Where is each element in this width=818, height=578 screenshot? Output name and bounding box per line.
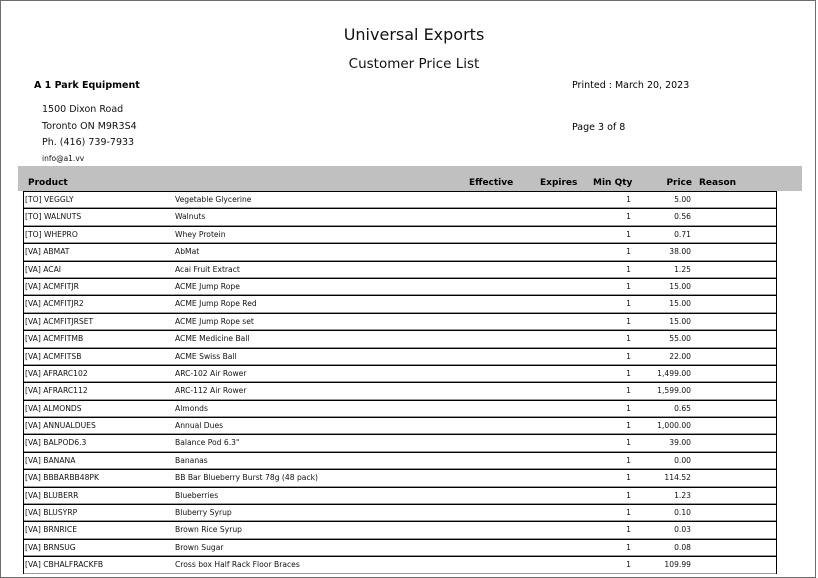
min-qty: 1 <box>626 264 631 274</box>
table-row <box>24 382 776 399</box>
product-description: Vegetable Glycerine <box>175 195 252 204</box>
table-row <box>24 504 776 521</box>
price: 22.00 <box>669 351 691 361</box>
table-row <box>24 469 776 486</box>
product-description: ACME Jump Rope set <box>175 316 254 326</box>
price: 0.71 <box>674 229 691 239</box>
report-subtitle: Customer Price List <box>348 56 480 72</box>
table-row <box>24 313 776 330</box>
min-qty: 1 <box>626 247 631 257</box>
table-row <box>24 434 776 451</box>
customer-address-line1: 1500 Dixon Road <box>42 104 124 115</box>
table-row <box>24 261 776 278</box>
table-row <box>24 278 776 295</box>
price: 0.56 <box>674 212 691 222</box>
price: 114.52 <box>664 473 691 483</box>
price: 0.10 <box>674 508 691 518</box>
min-qty: 1 <box>626 334 631 344</box>
column-header-product: Product <box>28 178 68 188</box>
min-qty: 1 <box>626 195 631 204</box>
price: 15.00 <box>669 281 691 291</box>
min-qty: 1 <box>626 473 631 483</box>
min-qty: 1 <box>626 421 631 431</box>
customer-address-line2: Toronto ON M9R3S4 <box>42 121 137 132</box>
product-description: Whey Protein <box>175 229 226 239</box>
customer-phone: Ph. (416) 739-7933 <box>42 137 135 148</box>
product-code: [TO] WHEPRO <box>25 229 78 239</box>
product-code: [VA] BALPOD6.3 <box>25 438 87 448</box>
product-code: [VA] BLUBERR <box>25 490 79 500</box>
price: 0.65 <box>674 403 691 413</box>
product-code: [VA] ACMFITSB <box>25 351 82 361</box>
product-description: Bananas <box>175 455 208 465</box>
min-qty: 1 <box>626 525 631 535</box>
price: 38.00 <box>669 247 691 257</box>
product-description: BB Bar Blueberry Burst 78g (48 pack) <box>175 473 318 483</box>
price: 1,000.00 <box>657 421 691 431</box>
min-qty: 1 <box>626 299 631 309</box>
price: 39.00 <box>669 438 691 448</box>
min-qty: 1 <box>626 560 631 570</box>
product-description: ACME Jump Rope <box>175 281 240 291</box>
product-code: [VA] ACMFITJRSET <box>25 316 94 326</box>
product-code: [VA] ABMAT <box>25 247 70 257</box>
product-description: ARC-102 Air Rower <box>175 368 247 378</box>
product-code: [VA] BBBARBB48PK <box>25 473 99 483</box>
product-code: [VA] BRNSUG <box>25 542 76 552</box>
price-table <box>23 191 777 574</box>
price: 1,499.00 <box>657 368 691 378</box>
min-qty: 1 <box>626 386 631 396</box>
price: 5.00 <box>674 195 691 204</box>
price: 15.00 <box>669 316 691 326</box>
price: 15.00 <box>669 299 691 309</box>
report-title: Universal Exports <box>343 25 485 44</box>
product-code: [VA] ACAI <box>25 264 62 274</box>
column-header-expires: Expires <box>540 178 578 188</box>
product-description: Brown Rice Syrup <box>175 525 242 535</box>
printed-date: Printed : March 20, 2023 <box>572 80 690 91</box>
price: 1.23 <box>674 490 691 500</box>
product-code: [VA] AFRARC102 <box>25 368 88 378</box>
product-description: Blueberries <box>175 490 219 500</box>
table-row <box>24 521 776 538</box>
min-qty: 1 <box>626 455 631 465</box>
customer-email: info@a1.vv <box>42 154 85 163</box>
product-description: Cross box Half Rack Floor Braces <box>175 560 300 570</box>
table-row <box>24 487 776 504</box>
price: 0.03 <box>674 525 691 535</box>
product-code: [TO] VEGGLY <box>25 195 74 204</box>
product-description: Walnuts <box>175 212 206 222</box>
min-qty: 1 <box>626 351 631 361</box>
price: 109.99 <box>664 560 691 570</box>
table-row <box>24 348 776 365</box>
table-header <box>18 166 802 191</box>
min-qty: 1 <box>626 438 631 448</box>
min-qty: 1 <box>626 542 631 552</box>
table-row <box>24 330 776 347</box>
product-description: Almonds <box>175 403 208 413</box>
product-description: Annual Dues <box>175 421 224 431</box>
product-description: Acai Fruit Extract <box>175 264 240 274</box>
table-row <box>24 295 776 312</box>
table-row <box>24 556 776 573</box>
product-description: AbMat <box>175 247 200 257</box>
table-row <box>24 539 776 556</box>
min-qty: 1 <box>626 229 631 239</box>
price: 0.00 <box>674 455 691 465</box>
product-code: [VA] BRNRICE <box>25 525 78 535</box>
product-description: ARC-112 Air Rower <box>175 386 247 396</box>
price: 1.25 <box>674 264 691 274</box>
column-header-reason: Reason <box>699 178 737 188</box>
table-row <box>24 365 776 382</box>
table-row <box>24 208 776 225</box>
min-qty: 1 <box>626 281 631 291</box>
table-row <box>24 400 776 417</box>
table-row <box>24 191 776 208</box>
product-description: Brown Sugar <box>175 542 224 552</box>
min-qty: 1 <box>626 368 631 378</box>
product-description: Balance Pod 6.3" <box>175 438 240 448</box>
product-code: [VA] BLUSYRP <box>25 508 78 518</box>
min-qty: 1 <box>626 508 631 518</box>
table-row <box>24 243 776 260</box>
table-row <box>24 226 776 243</box>
product-description: ACME Jump Rope Red <box>175 299 257 309</box>
product-description: ACME Swiss Ball <box>175 351 237 361</box>
table-row <box>24 417 776 434</box>
price: 1,599.00 <box>657 386 691 396</box>
product-code: [VA] ANNUALDUES <box>25 421 96 431</box>
customer-name: A 1 Park Equipment <box>34 80 140 91</box>
price: 55.00 <box>669 334 691 344</box>
column-header-price: Price <box>666 178 692 188</box>
product-code: [VA] AFRARC112 <box>25 386 88 396</box>
column-header-effective: Effective <box>469 178 514 188</box>
min-qty: 1 <box>626 403 631 413</box>
min-qty: 1 <box>626 490 631 500</box>
product-code: [VA] CBHALFRACKFB <box>25 560 104 570</box>
page-number: Page 3 of 8 <box>572 122 626 133</box>
column-header-min-qty: Min Qty <box>593 178 633 188</box>
product-code: [VA] ACMFITJR2 <box>25 299 84 309</box>
product-description: ACME Medicine Ball <box>175 334 250 344</box>
product-code: [TO] WALNUTS <box>25 212 82 222</box>
product-description: Bluberry Syrup <box>175 508 232 518</box>
product-code: [VA] ALMONDS <box>25 403 82 413</box>
product-code: [VA] ACMFITMB <box>25 334 84 344</box>
min-qty: 1 <box>626 316 631 326</box>
min-qty: 1 <box>626 212 631 222</box>
table-row <box>24 452 776 469</box>
product-code: [VA] BANANA <box>25 455 76 465</box>
price: 0.08 <box>674 542 691 552</box>
product-code: [VA] ACMFITJR <box>25 281 79 291</box>
